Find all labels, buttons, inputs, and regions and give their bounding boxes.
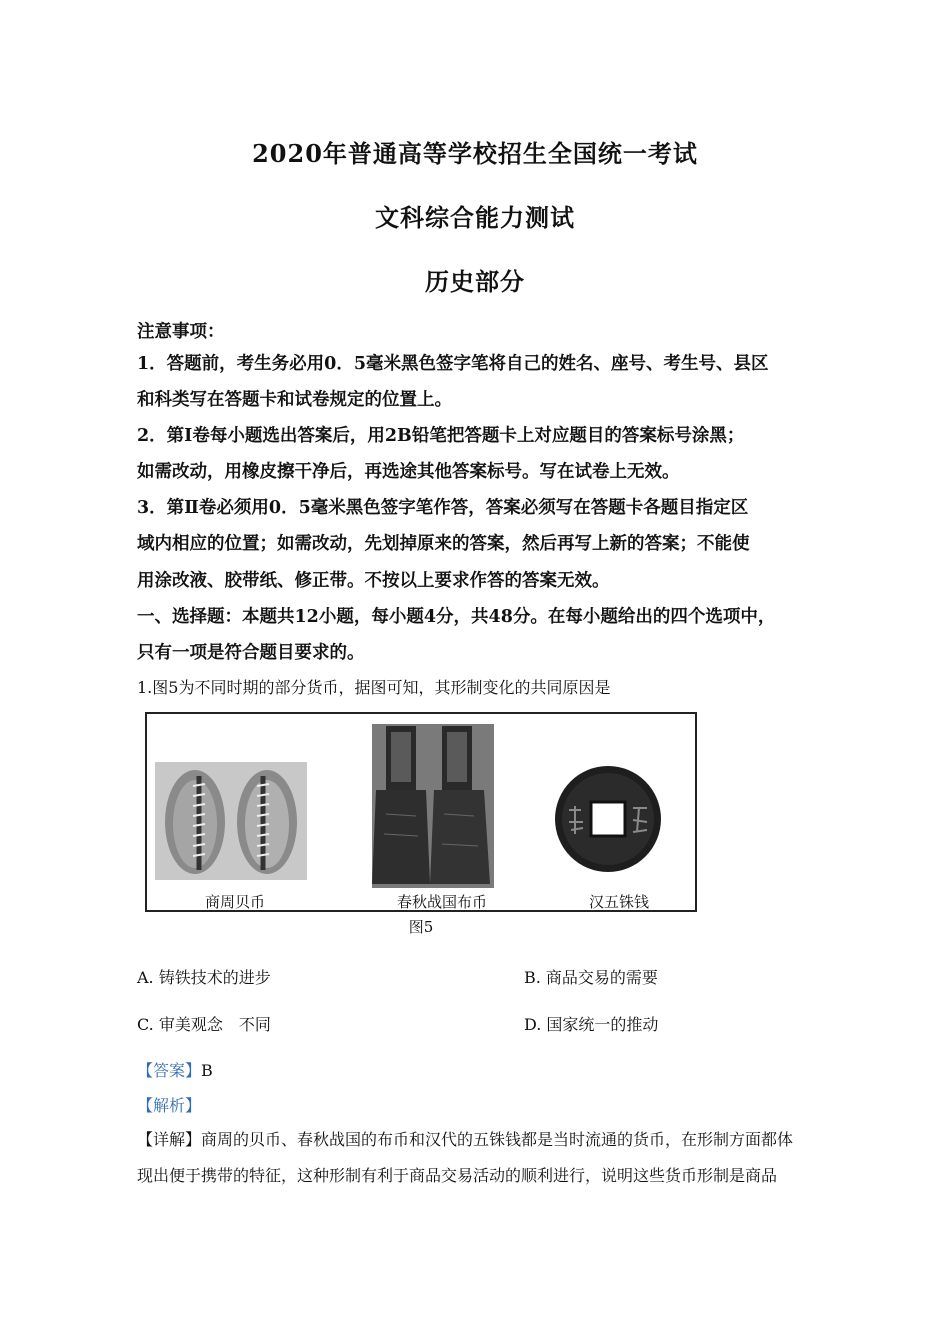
section1-instruction: 只有一项是符合题目要求的。 — [137, 643, 365, 663]
answer-tag: 【答案】 — [137, 1061, 202, 1080]
question-stem: 1.图5为不同时期的部分货币，据图可知，其形制变化的共同原因是 — [137, 678, 611, 697]
option-b: B. 商品交易的需要 — [524, 968, 658, 987]
figure-label: 图5 — [408, 918, 434, 936]
section-title: 历史部分 — [425, 267, 525, 296]
currency-figure — [145, 712, 697, 912]
notes-heading: 注意事项： — [137, 322, 225, 342]
option-d: D. 国家统一的推动 — [524, 1015, 659, 1034]
detail-line — [137, 1127, 793, 1150]
caption-spade-coins: 春秋战国布币 — [397, 893, 488, 911]
analysis-tag: 【解析】 — [137, 1096, 202, 1115]
exam-subtitle: 文科综合能力测试 — [375, 203, 575, 232]
caption-wuzhu-coin: 汉五铢钱 — [589, 893, 650, 911]
notes-line: 域内相应的位置；如需改动，先划掉原来的答案，然后再写上新的答案；不能使 — [137, 534, 750, 554]
notes-line: 1．答题前，考生务必用0．5毫米黑色签字笔将自己的姓名、座号、考生号、县区 — [137, 354, 769, 374]
exam-title: 2020年普通高等学校招生全国统一考试 — [252, 139, 698, 168]
section1-instruction: 一、选择题：本题共12小题，每小题4分，共48分。在每小题给出的四个选项中， — [137, 607, 776, 627]
option-a: A. 铸铁技术的进步 — [137, 968, 271, 987]
detail-line: 现出便于携带的特征，这种形制有利于商品交易活动的顺利进行，说明这些货币形制是商品 — [137, 1166, 778, 1185]
detail-tag: 【详解】 — [137, 1130, 202, 1149]
answer-value: B — [201, 1061, 213, 1080]
notes-line: 如需改动，用橡皮擦干净后，再选途其他答案标号。写在试卷上无效。 — [137, 462, 680, 482]
notes-line: 2．第Ⅰ卷每小题选出答案后，用2B铅笔把答题卡上对应题目的答案标号涂黑； — [137, 426, 745, 446]
option-c: C. 审美观念 不同 — [137, 1015, 271, 1034]
notes-line: 3．第Ⅱ卷必须用0．5毫米黑色签字笔作答，答案必须写在答题卡各题目指定区 — [137, 498, 749, 518]
detail-text: 商周的贝币、春秋战国的布币和汉代的五铢钱都是当时流通的货币，在形制方面都体 — [201, 1130, 794, 1149]
shell-coins-image — [155, 762, 307, 880]
analysis-line — [137, 1093, 201, 1116]
notes-line: 和科类写在答题卡和试卷规定的位置上。 — [137, 390, 452, 410]
answer-line — [137, 1058, 213, 1081]
caption-shell-coins: 商周贝币 — [205, 893, 266, 911]
spade-coins-image — [372, 724, 494, 888]
notes-line: 用涂改液、胶带纸、修正带。不按以上要求作答的答案无效。 — [137, 571, 610, 591]
wuzhu-coin-image — [553, 764, 663, 874]
